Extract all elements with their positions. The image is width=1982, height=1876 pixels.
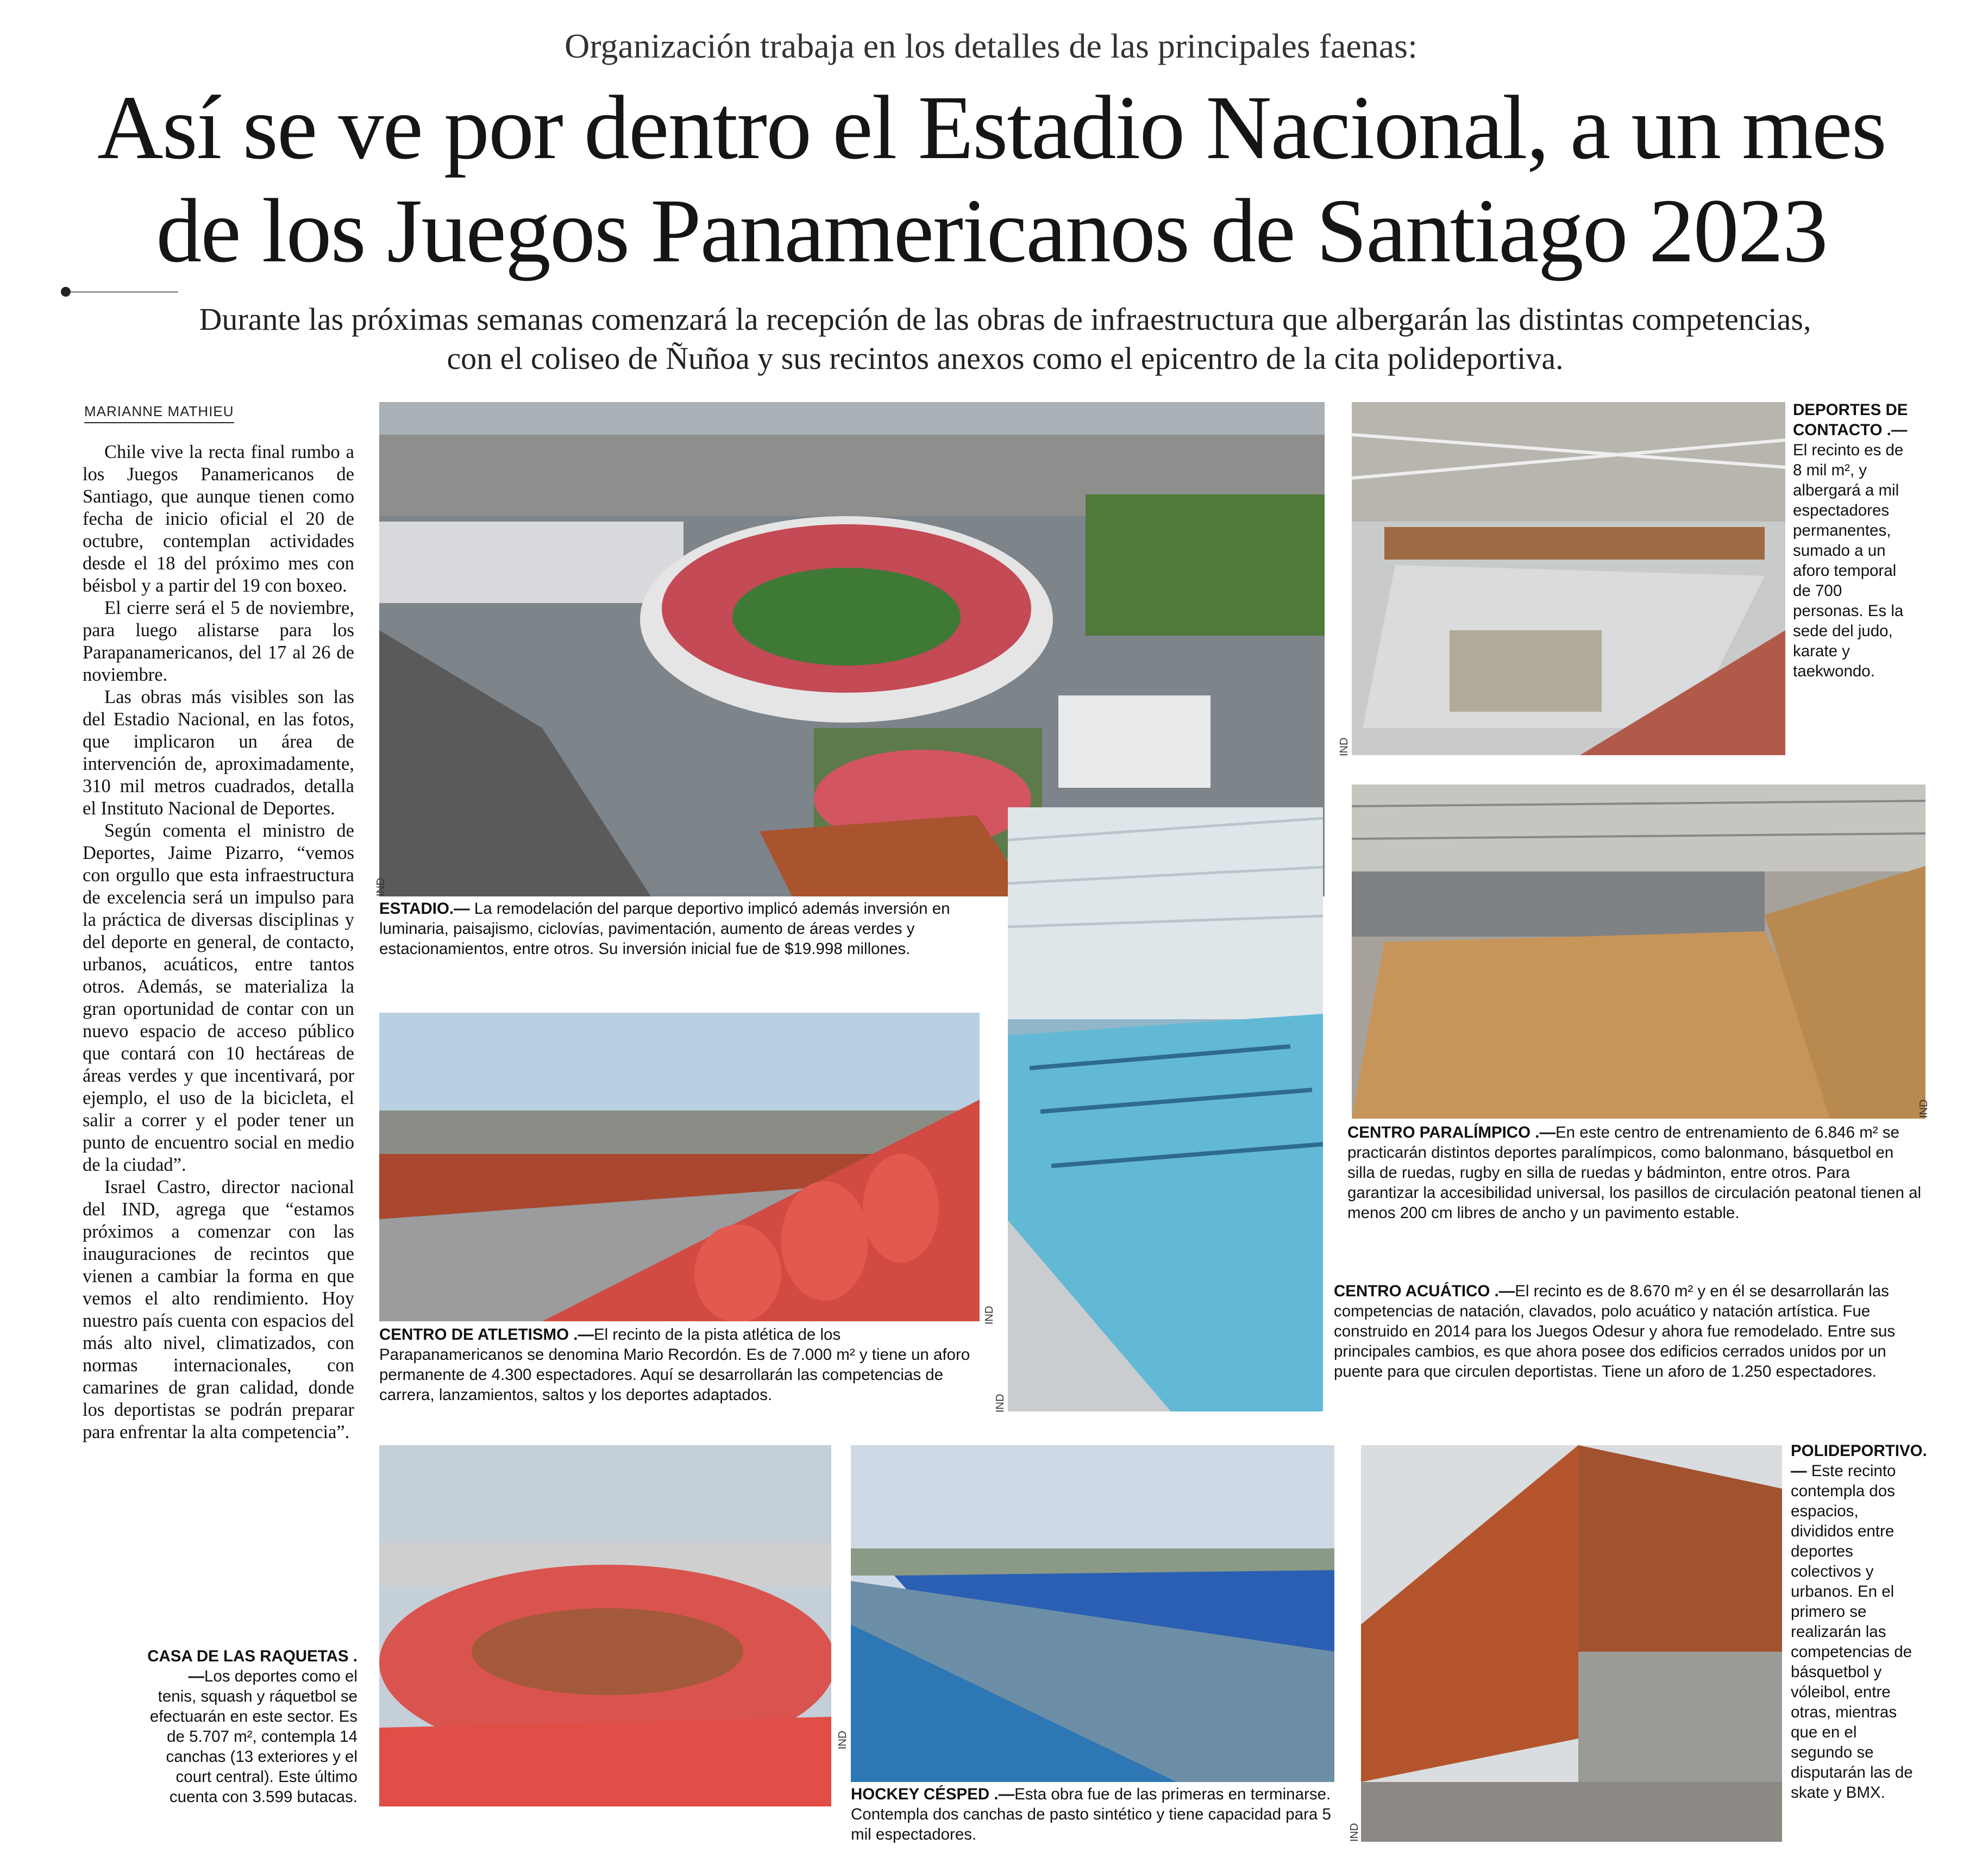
body-paragraph-2: El cierre será el 5 de noviembre, para luego alistarse para los Parapanamericanos, del 17 al 26 de noviembre. <box>83 598 354 685</box>
caption-contacto <box>1793 400 1915 681</box>
photo-centro-acuatico-art <box>1008 807 1323 1411</box>
photo-centro-atletismo <box>379 1013 980 1321</box>
caption-estadio-text: La remodelación del parque deportivo implicó además inversión en luminaria, paisajismo, ciclovías, pavimentación, aumento de áreas verdes y estacionamientos, entre otros. Su inversión inicial fue de $19.998 millones. <box>379 900 950 958</box>
caption-paralimpico-title: CENTRO PARALÍMPICO .— <box>1347 1124 1556 1141</box>
caption-hockey <box>851 1784 1334 1844</box>
caption-atletismo <box>379 1325 980 1405</box>
photo-hockey-cesped-art <box>851 1445 1334 1782</box>
photo-centro-atletismo-art <box>379 1013 980 1321</box>
credit-acuatico: IND <box>994 1394 1006 1413</box>
caption-hockey-text: Esta obra fue de las primeras en terminarse. Contempla dos canchas de pasto sintético y tiene capacidad para 5 mil espectadores. <box>851 1785 1331 1843</box>
caption-acuatico-text: El recinto es de 8.670 m² y en él se desarrollarán las competencias de natación, clavados, polo acuático y natación artística. Fue construido en 2014 para los Juegos Odesur y ahora fue remodelado. Entre sus principales cambios, es que ahora posee dos edificios cerrados unidos por un puente para que circulen deportistas. Tiene un aforo de 1.250 espectadores. <box>1334 1282 1896 1381</box>
caption-paralimpico <box>1347 1122 1922 1223</box>
credit-hockey: IND <box>837 1730 849 1749</box>
body-paragraph-5: Israel Castro, director nacional del IND, agrega que “estamos próximos a comenzar con las inauguraciones de recintos que vienen a cambiar la forma en que vemos el alto rendimiento. Hoy nuestro país cuenta con espacios del más alto nivel, climatizados, con normas internacionales, con camarines de gran calidad, donde los deportistas se podrán preparar para enfrentar la alta competencia”. <box>83 1177 354 1442</box>
byline: MARIANNE MATHIEU <box>84 403 234 423</box>
credit-estadio: IND <box>375 877 387 896</box>
dek-line-2: con el coliseo de Ñuñoa y sus recintos anexos como el epicentro de la cita polideportiva. <box>447 341 1564 376</box>
caption-raquetas-text: Los deportes como el tenis, squash y ráquetbol se efectuarán en este sector. Es de 5.707 m², contempla 14 canchas (13 exteriores y el court central). Este último cuenta con 3.599 butacas. <box>149 1667 357 1806</box>
caption-polideportivo-text: Este recinto contempla dos espacios, divididos entre deportes colectivos y urbanos. En el primero se realizarán las competencias de básquetbol y vóleibol, entre otras, mientras que en el segundo se disputarán las de skate y BMX. <box>1791 1462 1913 1802</box>
body-paragraph-1: Chile vive la recta final rumbo a los Juegos Panamericanos de Santiago, que aunque tienen como fecha de inicio oficial el 20 de octubre, contemplan actividades desde el 18 del próximo mes con béisbol y a partir del 19 con boxeo. <box>83 442 354 596</box>
credit-atletismo: IND <box>983 1306 995 1325</box>
headline-line-2: de los Juegos Panamericanos de Santiago 2023 <box>156 180 1827 281</box>
photo-centro-paralimpico-art <box>1352 785 1925 1119</box>
photo-deportes-contacto-art <box>1352 402 1785 755</box>
kicker: Organización trabaja en los detalles de las principales faenas: <box>565 27 1417 65</box>
caption-raquetas <box>147 1646 357 1807</box>
photo-polideportivo <box>1361 1445 1782 1842</box>
caption-paralimpico-text: En este centro de entrenamiento de 6.846 m² se practicarán distintos deportes paralímpicos, como balonmano, básquetbol en silla de ruedas, rugby en silla de ruedas y bádminton, entre otros. Para garantizar la accesibilidad universal, los pasillos de circulación peatonal tienen al menos 200 cm libres de ancho y un pavimento estable. <box>1347 1124 1922 1222</box>
credit-contacto: IND <box>1338 737 1350 756</box>
photo-casa-raquetas-art <box>379 1445 831 1806</box>
caption-atletismo-title: CENTRO DE ATLETISMO .— <box>379 1326 594 1344</box>
caption-atletismo-text: El recinto de la pista atlética de los Parapanamericanos se denomina Mario Recordón. Es de 7.000 m² y tiene un aforo permanente de 4.300 espectadores. Aquí se desarrollarán las competencias de carrera, lanzamientos, saltos y los deportes adaptados. <box>379 1326 970 1404</box>
headline <box>33 76 1950 283</box>
caption-acuatico <box>1334 1281 1931 1382</box>
photo-centro-paralimpico <box>1352 785 1925 1119</box>
caption-raquetas-title: CASA DE LAS RAQUETAS .— <box>147 1647 357 1685</box>
divider-dot <box>61 287 71 297</box>
photo-hockey-cesped <box>851 1445 1334 1782</box>
caption-contacto-text: El recinto es de 8 mil m², y albergará a mil espectadores permanentes, sumado a un aforo temporal de 700 personas. Es la sede del judo, karate y taekwondo. <box>1793 441 1904 680</box>
caption-hockey-title: HOCKEY CÉSPED .— <box>851 1785 1015 1803</box>
photo-deportes-contacto <box>1352 402 1785 755</box>
photo-centro-acuatico <box>1008 807 1323 1411</box>
dek <box>81 300 1929 378</box>
caption-acuatico-title: CENTRO ACUÁTICO .— <box>1334 1282 1515 1300</box>
article-body <box>83 441 354 1444</box>
divider-line <box>64 291 178 293</box>
caption-contacto-title: DEPORTES DE CONTACTO .— <box>1793 401 1908 439</box>
caption-polideportivo-title: POLIDEPORTIVO.— <box>1791 1442 1927 1480</box>
photo-polideportivo-art <box>1361 1445 1782 1842</box>
credit-paralimpico: IND <box>1918 1099 1930 1118</box>
photo-casa-raquetas <box>379 1445 831 1806</box>
body-paragraph-3: Las obras más visibles son las del Estadio Nacional, en las fotos, que implicaron un área de intervención de, aproximadamente, 310 mil metros cuadrados, detalla el Instituto Nacional de Deportes. <box>83 687 354 819</box>
credit-polideportivo: IND <box>1348 1823 1360 1842</box>
body-paragraph-4: Según comenta el ministro de Deportes, Jaime Pizarro, “vemos con orgullo que esta infraestructura de excelencia será un impulso para la práctica de diversas disciplinas y del deporte en general, de contacto, urbanos, acuáticos, entre tantos otros. Además, se materializa la gran oportunidad de contar con un nuevo espacio de acceso público que contará con 10 hectáreas de áreas verdes y que incentivará, por ejemplo, el uso de la bicicleta, el salir a correr y el poder tener un punto de encuentro social en medio de la ciudad”. <box>83 820 354 1175</box>
dek-line-1: Durante las próximas semanas comenzará la recepción de las obras de infraestructura que albergarán las distintas competencias, <box>199 302 1811 337</box>
headline-line-1: Así se ve por dentro el Estadio Nacional, a un mes <box>97 77 1886 178</box>
caption-estadio <box>379 899 977 959</box>
caption-polideportivo <box>1791 1441 1927 1803</box>
caption-estadio-title: ESTADIO.— <box>379 900 470 918</box>
